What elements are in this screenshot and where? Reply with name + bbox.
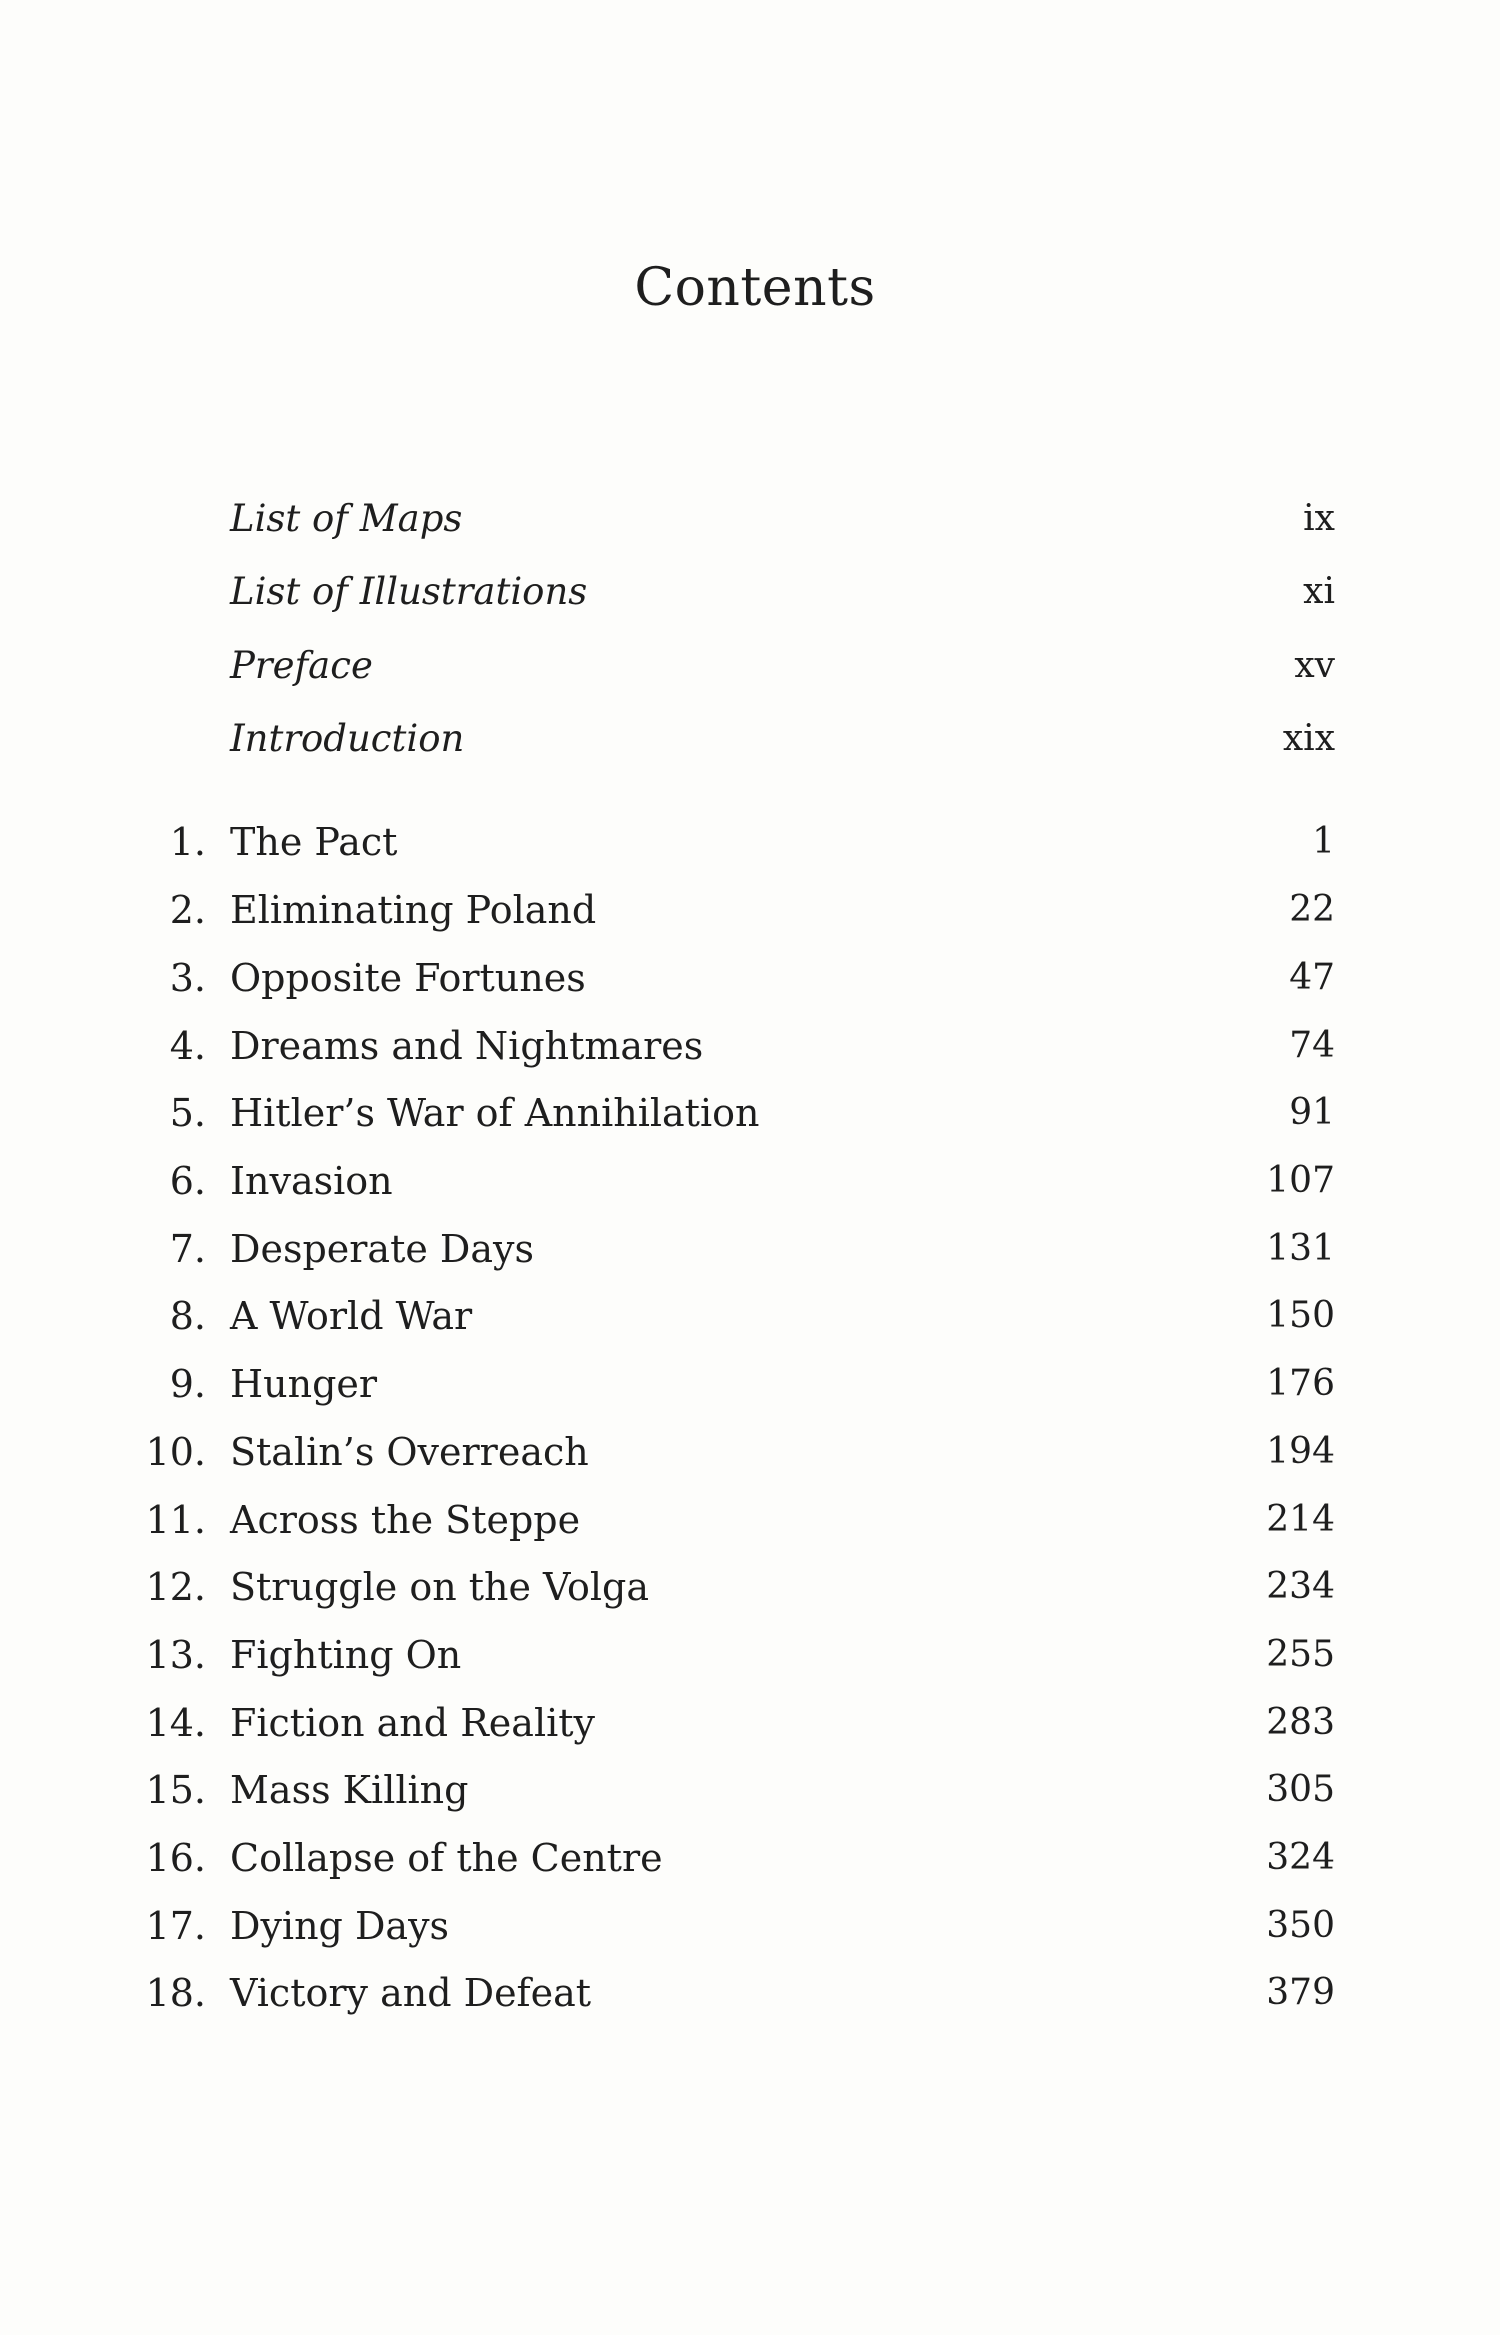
chapter-number: 12. [145,1565,206,1609]
chapter-title: Dreams and Nightmares [230,1024,704,1068]
chapter-title: Victory and Defeat [230,1971,592,2015]
chapter-page: 176 [1266,1363,1335,1404]
chapter-number: 8. [169,1294,206,1338]
chapter-title: Collapse of the Centre [230,1836,663,1880]
chapter-page: 324 [1266,1837,1335,1878]
chapter-number: 17. [145,1904,206,1948]
chapter-number: 15. [145,1768,206,1812]
chapter-page: 1 [1312,821,1335,862]
chapter-title: Invasion [230,1159,393,1203]
chapter-page: 234 [1266,1566,1335,1607]
chapter-page: 150 [1266,1295,1335,1336]
toc-entry-list-of-maps[interactable] [0,494,1500,544]
chapter-title: Fiction and Reality [230,1701,595,1745]
chapter-number: 10. [145,1430,206,1474]
chapter-page: 350 [1266,1905,1335,1946]
chapter-page: 74 [1289,1025,1335,1066]
chapter-title: Mass Killing [230,1768,469,1812]
toc-chapter-9[interactable] [0,1359,1500,1409]
toc-entry-page: xi [1303,571,1335,612]
toc-chapter-4[interactable] [0,1021,1500,1071]
chapter-title: A World War [230,1294,473,1338]
toc-chapter-10[interactable] [0,1427,1500,1477]
chapter-title: Fighting On [230,1633,462,1677]
chapter-title: Desperate Days [230,1227,535,1271]
chapter-number: 16. [145,1836,206,1880]
chapter-page: 283 [1266,1702,1335,1743]
chapter-number: 3. [169,956,206,1000]
toc-chapter-8[interactable] [0,1291,1500,1341]
chapter-page: 194 [1266,1431,1335,1472]
chapter-title: Eliminating Poland [230,888,597,932]
toc-chapter-18[interactable] [0,1968,1500,2018]
toc-chapter-2[interactable] [0,885,1500,935]
chapter-title: Hitler’s War of Annihilation [230,1091,760,1135]
chapter-number: 13. [145,1633,206,1677]
chapter-number: 2. [169,888,206,932]
toc-entry-page: ix [1303,498,1335,539]
chapter-number: 6. [169,1159,206,1203]
toc-chapter-16[interactable] [0,1833,1500,1883]
chapter-page: 22 [1289,889,1335,930]
toc-chapter-15[interactable] [0,1765,1500,1815]
toc-entry-title: Introduction [230,717,465,760]
toc-chapter-11[interactable] [0,1495,1500,1545]
toc-entry-page: xv [1294,645,1335,686]
page-title: Contents [634,258,876,318]
chapter-number: 9. [169,1362,206,1406]
chapter-number: 1. [169,820,206,864]
toc-chapter-3[interactable] [0,953,1500,1003]
chapter-title: The Pact [230,820,398,864]
chapter-number: 7. [169,1227,206,1271]
chapter-number: 11. [145,1498,206,1542]
chapter-page: 379 [1266,1972,1335,2013]
chapter-title: Struggle on the Volga [230,1565,650,1609]
chapter-number: 14. [145,1701,206,1745]
chapter-title: Stalin’s Overreach [230,1430,589,1474]
toc-chapter-5[interactable] [0,1088,1500,1138]
chapter-number: 18. [145,1971,206,2015]
chapter-number: 5. [169,1091,206,1135]
chapter-page: 131 [1266,1228,1335,1269]
chapter-page: 107 [1266,1160,1335,1201]
chapter-page: 214 [1266,1499,1335,1540]
toc-entry-list-of-illustrations[interactable] [0,567,1500,617]
toc-chapter-12[interactable] [0,1562,1500,1612]
toc-entry-title: List of Illustrations [230,570,588,613]
chapter-page: 47 [1289,957,1335,998]
chapter-page: 91 [1289,1092,1335,1133]
chapter-title: Hunger [230,1362,378,1406]
chapter-page: 305 [1266,1769,1335,1810]
toc-chapter-13[interactable] [0,1630,1500,1680]
chapter-page: 255 [1266,1634,1335,1675]
chapter-title: Across the Steppe [230,1498,581,1542]
chapter-number: 4. [169,1024,206,1068]
toc-chapter-7[interactable] [0,1224,1500,1274]
toc-entry-page: xix [1282,718,1335,759]
chapter-title: Dying Days [230,1904,450,1948]
toc-entry-title: List of Maps [230,497,463,540]
toc-chapter-14[interactable] [0,1698,1500,1748]
toc-chapter-17[interactable] [0,1901,1500,1951]
toc-entry-preface[interactable] [0,641,1500,691]
toc-chapter-6[interactable] [0,1156,1500,1206]
toc-entry-introduction[interactable] [0,714,1500,764]
toc-entry-title: Preface [230,644,373,687]
toc-chapter-1[interactable] [0,817,1500,867]
chapter-title: Opposite Fortunes [230,956,586,1000]
